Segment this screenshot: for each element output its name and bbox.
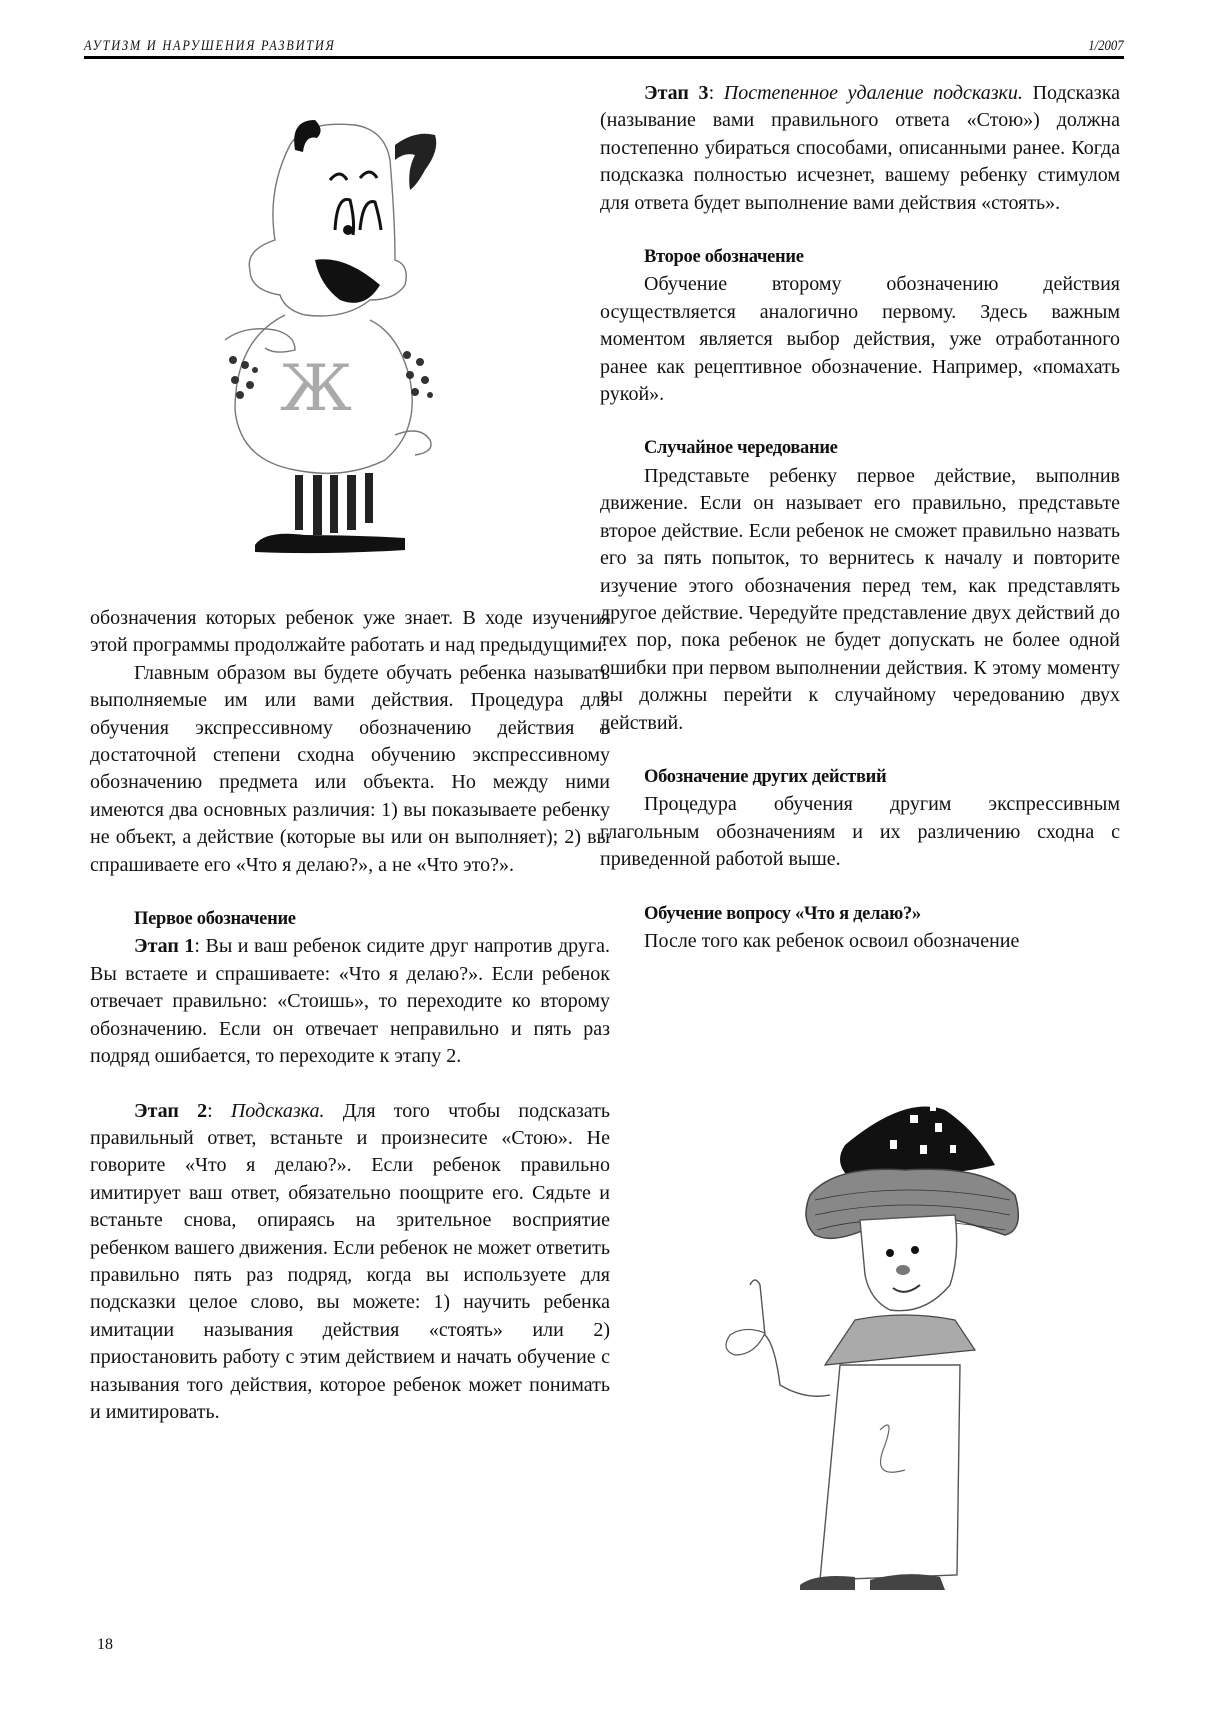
stage-3-paragraph: Этап 3: Постепенное удаление подсказки. Подсказка (называние вами правильного ответа «Стою») должна постепенно убираться способами, описанными ранее. Когда подсказка полностью исчезнет, вашему ребенку стимулом для ответа будет выполнение вами действия «стоять». — [600, 82, 1120, 214]
section-heading-other-actions: Обозначение других действий — [644, 766, 887, 787]
left-column — [90, 605, 610, 1426]
issue-number: 1/2007 — [1088, 38, 1124, 54]
section-heading-question: Обучение вопросу «Что я делаю?» — [644, 903, 921, 924]
stage-label: Этап 1 — [134, 935, 195, 958]
mushroom-character-illustration — [705, 1085, 1025, 1605]
svg-text:Ж: Ж — [280, 352, 352, 426]
header-rule — [84, 56, 1124, 59]
stage-label: Этап 3 — [644, 82, 709, 104]
section-heading-first-label: Первое обозначение — [134, 909, 296, 930]
paragraph: Процедура обучения другим экспрессивным глагольным обозначениям и их различению сходна с приведенной работой выше. — [600, 793, 1120, 871]
section-heading-second-label: Второе обозначение — [644, 247, 804, 268]
right-column — [600, 80, 1120, 955]
paragraph: обозначения которых ребенок уже знает. В ходе изучения этой программы продолжайте работать и над предыдущими. — [90, 607, 610, 657]
bear-character-illustration — [195, 90, 465, 560]
paragraph: Представьте ребенку первое действие, выполнив движение. Если он называет его правильно, представьте второе действие. Если ребенок не сможет правильно назвать его за пять попыток, то вернитесь к началу и повторите изучение этого обозначения перед тем, как представлять другое действие. Чередуйте представление двух действий до тех пор, пока ребенок не будет допускать не более одной ошибки при первом выполнении действия. К этому моменту вы должны перейти к случайному чередованию двух действий. — [600, 464, 1120, 734]
paragraph: После того как ребенок освоил обозначение — [644, 929, 1020, 952]
paragraph: Обучение второму обозначению действия осуществляется аналогично первому. Здесь важным моментом является выбор действия, уже отработанного ранее как рецептивное обозначение. Например, «помахать рукой». — [600, 273, 1120, 406]
paragraph: Главным образом вы будете обучать ребенка называть выполняемые им или вами действия. Процедура для обучения экспрессивному обозначению действия в достаточной степени сходна обучению экспрессивному обозначению предмета или объекта. Но между ними имеются два основных различия: 1) вы показываете ребенку не объект, а действие (которые вы или он выполняет); 2) вы спрашиваете его «Что я делаю?», а не «Что это?». — [90, 661, 610, 876]
running-header — [84, 38, 1124, 58]
stage-2-paragraph: Этап 2: Подсказка. Для того чтобы подсказать правильный ответ, встаньте и произнесите «Стою». Не говорите «Что я делаю?». Если ребенок правильно имитирует ваш ответ, обязательно поощрите его. Сядьте и встаньте снова, опираясь на зрительное восприятие ребенком вашего движения. Если ребенок не может ответить правильно пять раз подряд, когда вы используете для подсказки целое слово, вы можете: 1) научить ребенка имитации называния действия «стоять» или 2) приостановить работу с этим действием и начать обучение с называния того действия, которое ребенок может понимать и имитировать. — [90, 1099, 610, 1423]
journal-title: АУТИЗМ И НАРУШЕНИЯ РАЗВИТИЯ — [84, 38, 336, 54]
stage-label: Этап 2 — [134, 1099, 208, 1122]
stage-1-paragraph: Этап 1: Вы и ваш ребенок сидите друг напротив друга. Вы встаете и спрашиваете: «Что я делаю?». Если ребенок отвечает правильно: «Стоишь», то переходите ко второму обозначению. Если он отвечает неправильно и пять раз подряд ошибается, то переходите к этапу 2. — [90, 935, 610, 1068]
section-heading-random-alternation: Случайное чередование — [644, 438, 838, 459]
page-number: 18 — [97, 1636, 113, 1653]
